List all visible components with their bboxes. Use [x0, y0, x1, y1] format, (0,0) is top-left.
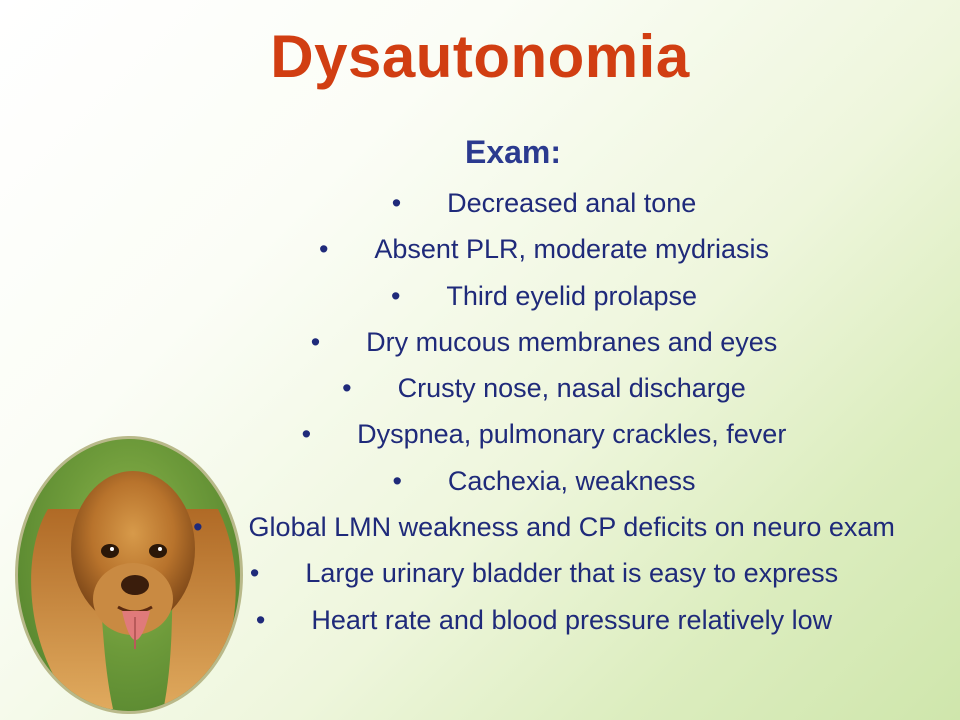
- bullet-item: [0, 273, 960, 319]
- bullet-dot: •: [193, 512, 203, 543]
- bullet-list: [0, 180, 960, 643]
- bullet-text: Cachexia, weakness: [447, 465, 696, 496]
- bullet-dot: •: [342, 373, 352, 404]
- bullet-item: [0, 504, 960, 550]
- bullet-text: Large urinary bladder that is easy to express: [305, 558, 839, 589]
- bullet-text: Dyspnea, pulmonary crackles, fever: [357, 419, 787, 450]
- bullet-item: [0, 226, 960, 272]
- bullet-dot: •: [249, 558, 260, 589]
- bullet-dot: •: [391, 188, 402, 218]
- bullet-text: Decreased anal tone: [447, 188, 697, 218]
- bullet-text: Third eyelid prolapse: [446, 280, 698, 311]
- bullet-dot: •: [310, 326, 321, 357]
- bullet-item: [0, 597, 960, 643]
- bullet-item: [0, 550, 960, 596]
- bullet-item: [0, 180, 960, 226]
- bullet-dot: •: [318, 234, 329, 265]
- bullet-text: Global LMN weakness and CP deficits on neuro exam: [248, 512, 895, 543]
- bullet-text: Crusty nose, nasal discharge: [397, 373, 746, 404]
- bullet-item: [0, 319, 960, 365]
- bullet-item: [0, 411, 960, 457]
- bullet-text: Absent PLR, moderate mydriasis: [374, 234, 770, 265]
- slide-title: Dysautonomia: [270, 23, 690, 90]
- bullet-item: [0, 458, 960, 504]
- bullet-dot: •: [301, 419, 312, 450]
- slide-subtitle: Exam:: [464, 134, 562, 170]
- bullet-text: Heart rate and blood pressure relatively low: [311, 604, 833, 635]
- bullet-dot: •: [392, 465, 402, 496]
- bullet-dot: •: [390, 280, 401, 311]
- bullet-item: [0, 365, 960, 411]
- bullet-dot: •: [255, 604, 266, 635]
- bullet-text: Dry mucous membranes and eyes: [366, 326, 778, 357]
